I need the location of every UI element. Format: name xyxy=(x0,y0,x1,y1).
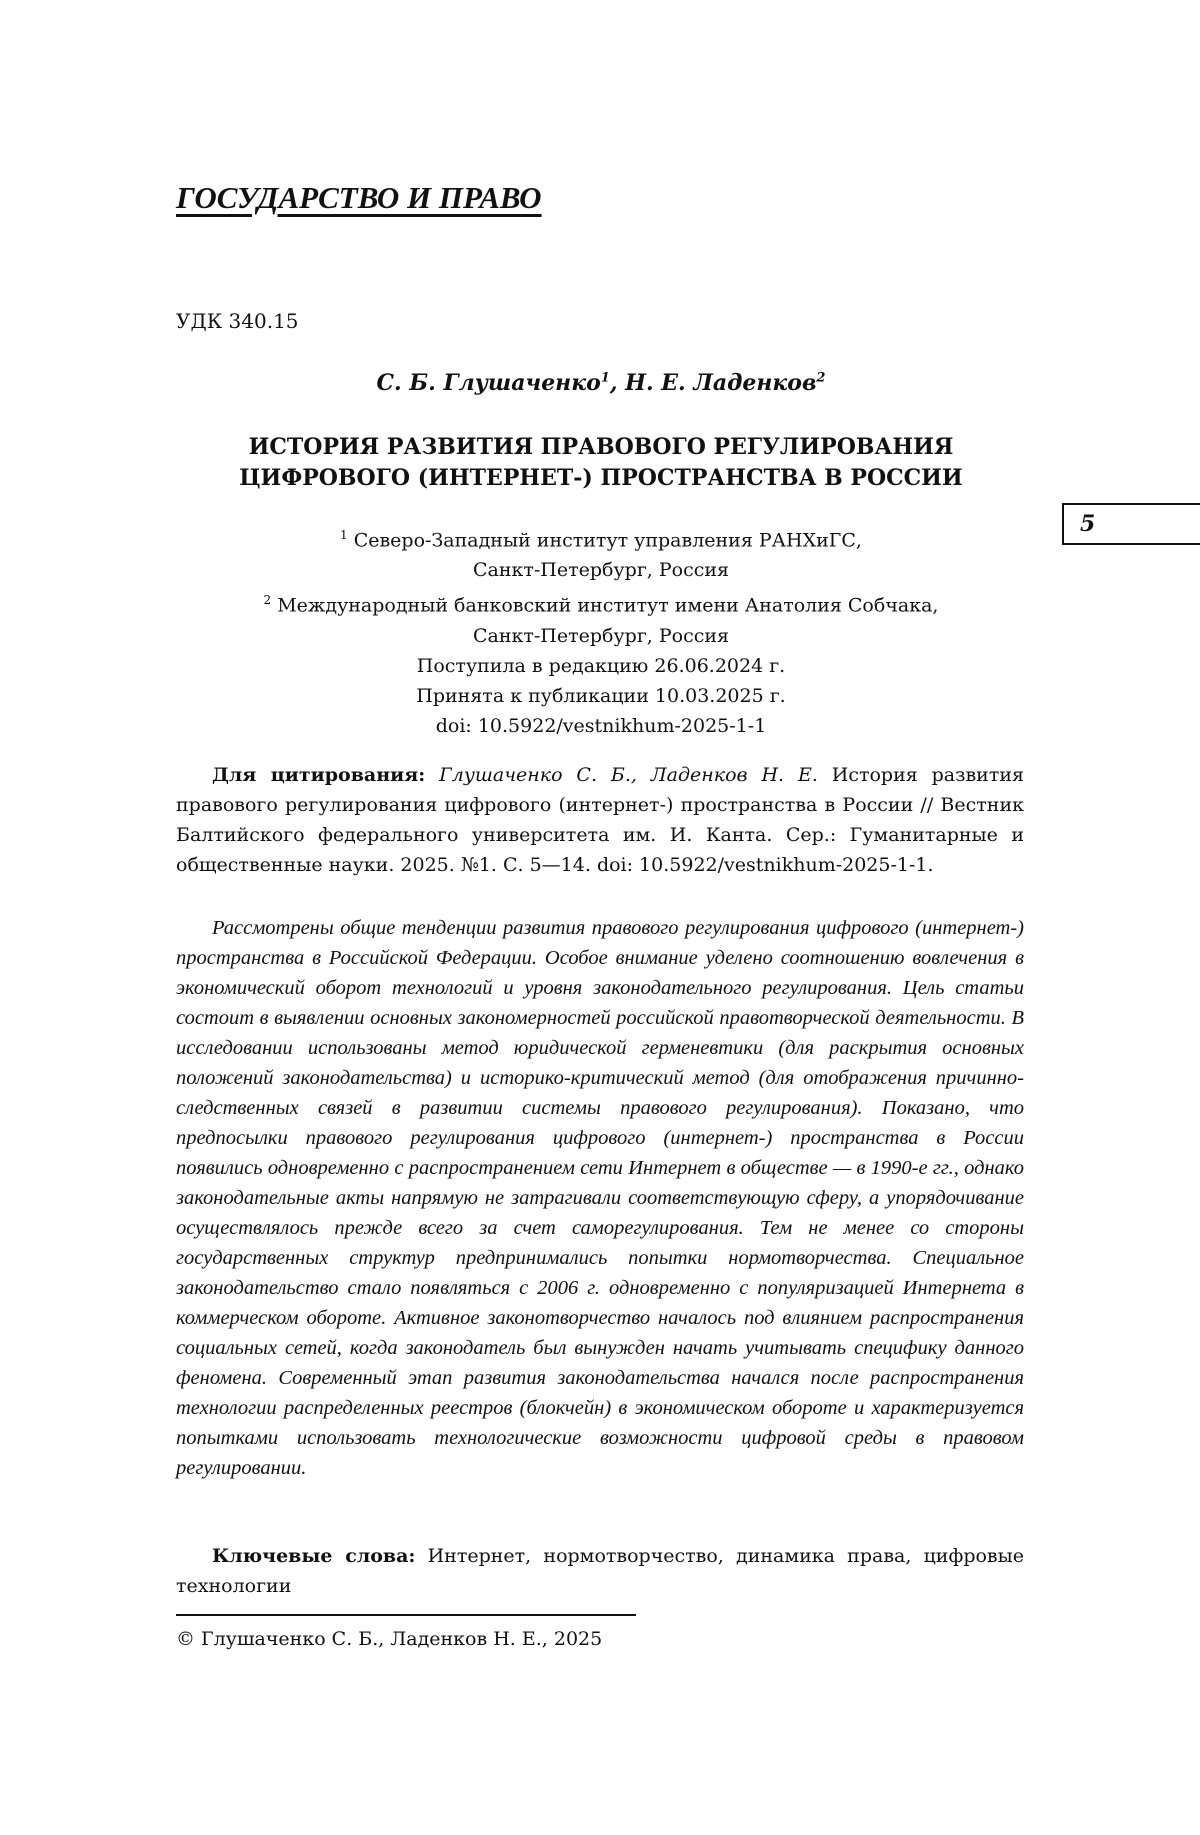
citation-block xyxy=(176,760,1024,880)
accepted-date: Принята к публикации 10.03.2025 г. xyxy=(416,684,786,707)
affiliation-1-mark: 1 xyxy=(340,528,348,542)
keywords-label: Ключевые слова: xyxy=(212,1545,416,1567)
author-2: Н. Е. Ладенков xyxy=(625,370,817,396)
keywords-text: Интернет, нормотворчество, динамика права, цифровые технологии xyxy=(176,1545,1024,1597)
author-1-affil-mark: 1 xyxy=(600,370,610,386)
author-separator: , xyxy=(609,370,626,396)
affiliation-1-name: Северо-Западный институт управления РАНХиГС, xyxy=(347,529,862,552)
author-2-affil-mark: 2 xyxy=(816,370,826,386)
citation-text: История развития правового регулирования цифрового (интернет-) пространства в России // Вестник Балтийского федерального университета им. И. Канта. Сер.: Гуманитарные и общественные науки. 2025. №1. С. 5—14. doi: 10.5922/vestnikhum-2025-1-1. xyxy=(176,764,1024,876)
keywords-block xyxy=(176,1541,1024,1601)
received-date: Поступила в редакцию 26.06.2024 г. xyxy=(416,654,786,677)
affiliations xyxy=(176,520,1026,741)
affiliation-2-city: Санкт-Петербург, Россия xyxy=(472,624,730,647)
article-title xyxy=(176,432,1026,494)
affiliation-2-name: Международный банковский институт имени Анатолия Собчака, xyxy=(271,594,939,617)
doi: doi: 10.5922/vestnikhum-2025-1-1 xyxy=(435,714,767,737)
copyright: © Глушаченко С. Б., Ладенков Н. Е., 2025 xyxy=(176,1628,603,1650)
affiliation-1-city: Санкт-Петербург, Россия xyxy=(472,559,730,582)
affiliation-2 xyxy=(176,585,1026,620)
citation-label: Для цитирования: xyxy=(212,764,426,786)
author-1: С. Б. Глушаченко xyxy=(376,370,601,396)
abstract: Рассмотрены общие тенденции развития правового регулирования цифрового (интернет-) пространства в Российской Федерации. Особое внимание уделено соотношению вовлечения в экономический оборот технологий и уровня законодательного регулирования. Цель статьи состоит в выявлении основных закономерностей российской правотворческой деятельности. В исследовании использованы метод юридической герменевтики (для раскрытия основных положений законодательства) и историко-критический метод (для отображения причинно-следственных связей в развитии системы правового регулирования). Показано, что предпосылки правового регулирования цифрового (интернет-) пространства в России появились одновременно с распространением сети Интернет в обществе — в 1990-е гг., однако законодательные акты напрямую не затрагивали соответствующую сферу, а упорядочивание осуществлялось прежде всего за счет саморегулирования. Тем не менее со стороны государственных структур предпринимались попытки нормотворчества. Специальное законодательство стало появляться с 2006 г. одновременно с популяризацией Интернета в коммерческом обороте. Активное законотворчество началось под влиянием распространения социальных сетей, когда законодатель был вынужден начать учитывать специфику данного феномена. Современный этап развития законодательства начался после распространения технологии распределенных реестров (блокчейн) в экономическом обороте и характеризуется попытками использовать технологические возможности цифровой среды в правовом регулировании. xyxy=(176,917,1024,1479)
affiliation-1 xyxy=(176,520,1026,555)
title-line: ЦИФРОВОГО (ИНТЕРНЕТ-) ПРОСТРАНСТВА В РОССИИ xyxy=(239,465,963,491)
section-title: ГОСУДАРСТВО И ПРАВО xyxy=(176,180,542,215)
affiliation-2-mark: 2 xyxy=(263,593,272,608)
title-line: ИСТОРИЯ РАЗВИТИЯ ПРАВОВОГО РЕГУЛИРОВАНИЯ xyxy=(248,434,954,460)
footnote-divider xyxy=(176,1614,636,1616)
authors xyxy=(176,370,1026,396)
citation-authors: Глушаченко С. Б., Ладенков Н. Е. xyxy=(439,764,818,786)
udc-code: УДК 340.15 xyxy=(176,309,299,333)
page-number-tab: 5 xyxy=(1062,503,1200,545)
